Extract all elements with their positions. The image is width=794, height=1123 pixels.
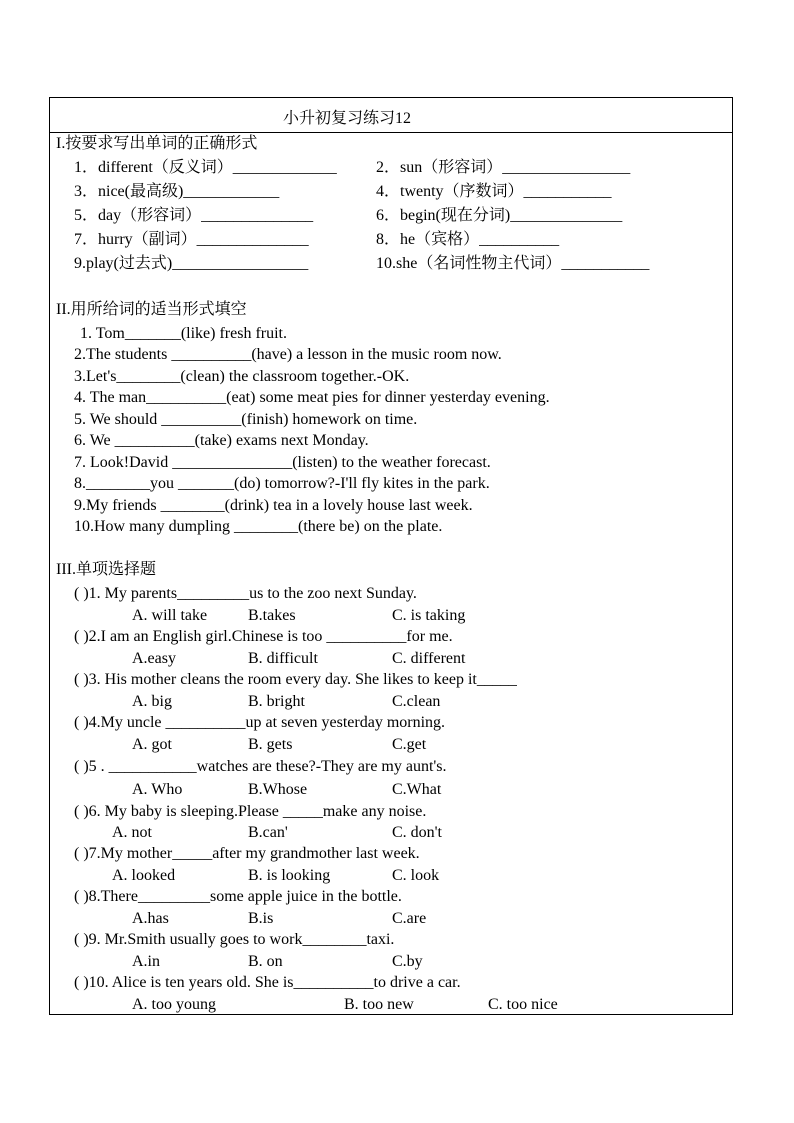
page-title: 小升初复习练习12 [283,110,412,127]
s1-row-1-left: 1．different（反义词）_____________ [74,159,337,176]
s2-line-4: 4. The man__________(eat) some meat pies for dinner yesterday evening. [74,389,550,406]
s3-q5-option-b: B.Whose [248,781,308,798]
s2-line-2: 2.The students __________(have) a lesson in the music room now. [74,346,502,363]
s2-line-9: 9.My friends ________(drink) tea in a lovely house last week. [74,497,473,514]
s3-q5-stem: ( )5 . ___________watches are these?-They are my aunt's. [74,758,447,775]
s3-q6-stem: ( )6. My baby is sleeping.Please _____make any noise. [74,803,427,820]
s3-q2-option-a: A.easy [132,650,176,667]
s3-q4-option-c: C.get [392,736,427,753]
s3-q4-option-a: A. got [132,736,172,753]
s3-q4-stem: ( )4.My uncle __________up at seven yesterday morning. [74,714,446,731]
s2-line-8: 8.________you _______(do) tomorrow?-I'll fly kites in the park. [74,475,490,492]
s3-q9-option-b: B. on [248,953,283,970]
s3-q6-option-a: A. not [112,824,152,841]
s3-q10-stem: ( )10. Alice is ten years old. She is__________to drive a car. [74,974,461,991]
s2-line-3: 3.Let's________(clean) the classroom together.-OK. [74,368,410,385]
s1-row-2-left: 3．nice(最高级)____________ [74,183,280,200]
s2-line-10: 10.How many dumpling ________(there be) on the plate. [74,518,443,535]
s1-row-5-right: 10.she（名词性物主代词）___________ [376,255,650,272]
s3-q3-option-b: B. bright [248,693,305,710]
s1-row-4-right: 8．he（宾格）__________ [376,231,560,248]
s1-row-4-left: 7．hurry（副词）______________ [74,231,309,248]
s1-row-2-right: 4．twenty（序数词）___________ [376,183,612,200]
s3-q5-option-a: A. Who [132,781,183,798]
s1-row-1-right: 2．sun（形容词）________________ [376,159,631,176]
s3-q10-option-c: C. too nice [488,996,558,1013]
s3-q3-stem: ( )3. His mother cleans the room every day. She likes to keep it_____ [74,671,517,688]
s3-q6-option-b: B.can' [248,824,288,841]
s3-q6-option-c: C. don't [392,824,442,841]
title-row [50,98,732,133]
s3-q9-option-c: C.by [392,953,423,970]
s2-line-1: 1. Tom_______(like) fresh fruit. [80,325,287,342]
section-2-heading: II.用所给词的适当形式填空 [56,301,247,318]
s1-row-5-left: 9.play(过去式)_________________ [74,255,309,272]
s3-q10-option-a: A. too young [132,996,216,1013]
s3-q10-option-b: B. too new [344,996,414,1013]
s3-q8-option-a: A.has [132,910,169,927]
s3-q8-stem: ( )8.There_________some apple juice in the bottle. [74,888,402,905]
s3-q3-option-a: A. big [132,693,172,710]
s3-q2-option-b: B. difficult [248,650,318,667]
s3-q1-option-b: B.takes [248,607,296,624]
s3-q2-option-c: C. different [392,650,466,667]
s3-q3-option-c: C.clean [392,693,441,710]
s3-q9-option-a: A.in [132,953,160,970]
s2-line-5: 5. We should __________(finish) homework on time. [74,411,418,428]
s1-row-3-left: 5．day（形容词）______________ [74,207,314,224]
s3-q1-option-a: A. will take [132,607,208,624]
s2-line-7: 7. Look!David _______________(listen) to the weather forecast. [74,454,491,471]
s3-q7-option-a: A. looked [112,867,176,884]
s3-q7-option-b: B. is looking [248,867,331,884]
s1-row-3-right: 6．begin(现在分词)______________ [376,207,623,224]
s3-q2-stem: ( )2.I am an English girl.Chinese is too __________for me. [74,628,453,645]
s3-q5-option-c: C.What [392,781,442,798]
s3-q1-option-c: C. is taking [392,607,466,624]
s3-q8-option-b: B.is [248,910,274,927]
section-1-heading: I.按要求写出单词的正确形式 [56,135,258,152]
section-3-heading: III.单项选择题 [56,561,156,578]
s3-q7-stem: ( )7.My mother_____after my grandmother last week. [74,845,420,862]
s3-q1-stem: ( )1. My parents_________us to the zoo next Sunday. [74,585,417,602]
worksheet-table [49,97,733,1015]
s3-q8-option-c: C.are [392,910,427,927]
s2-line-6: 6. We __________(take) exams next Monday. [74,432,369,449]
s3-q7-option-c: C. look [392,867,440,884]
s3-q9-stem: ( )9. Mr.Smith usually goes to work________taxi. [74,931,395,948]
s3-q4-option-b: B. gets [248,736,293,753]
